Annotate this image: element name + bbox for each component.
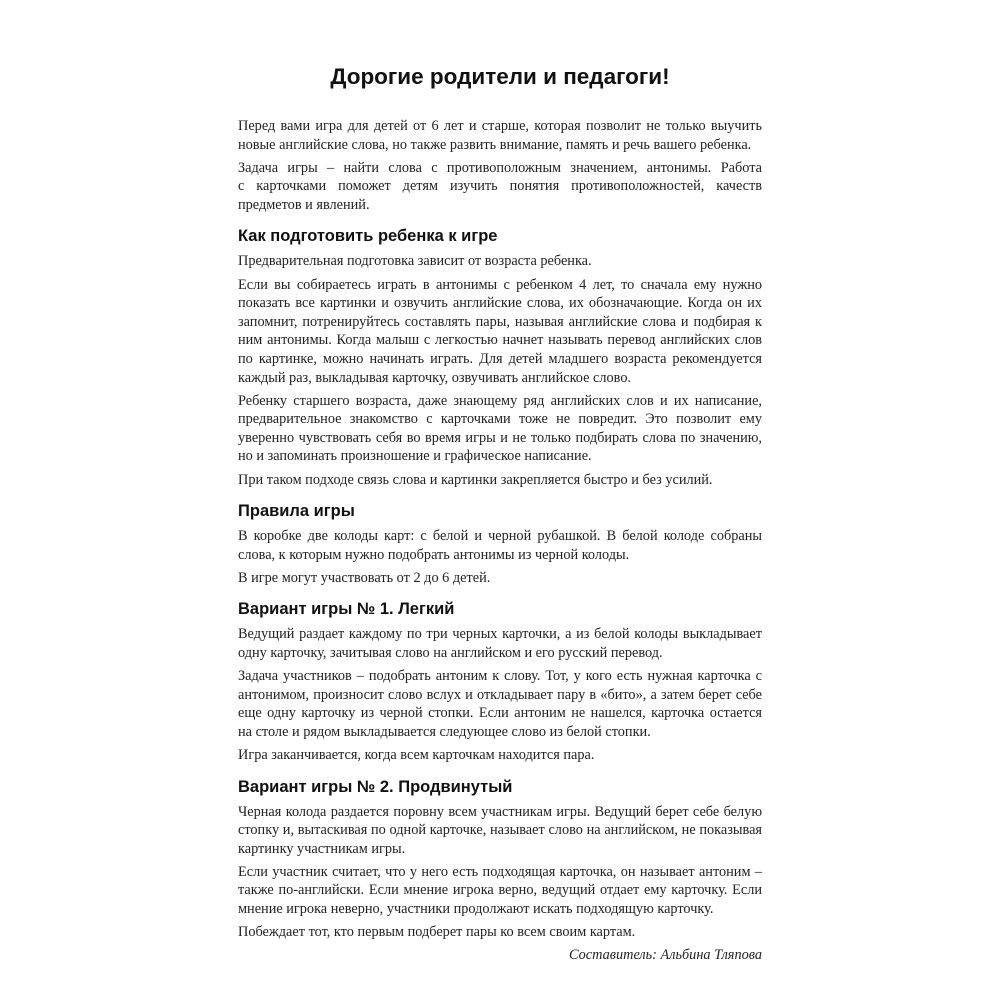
section (238, 225, 762, 489)
text-line: В игре могут участвовать от 2 до 6 детей. (238, 569, 491, 586)
paragraph (238, 863, 762, 919)
paragraph (238, 667, 762, 741)
section-heading: Как подготовить ребенка к игре (238, 227, 498, 246)
text-line: одну карточку, зачитывая слово на английском и его русский перевод. (238, 644, 663, 661)
document-body (238, 117, 762, 942)
section-heading: Вариант игры № 1. Легкий (238, 600, 455, 619)
paragraph (238, 252, 762, 271)
section (238, 117, 762, 214)
section (238, 598, 762, 764)
text-line: стопку и, вытаскивая по одной карточке, называет слово на английском, не показывая (238, 822, 762, 839)
author-credit: Составитель: Альбина Тляпова (568, 947, 762, 964)
paragraph (238, 159, 762, 215)
page-title: Дорогие родители и педагоги! (330, 64, 670, 89)
text-line: новые английские слова, но также развить внимание, память и речь вашего ребенка. (238, 136, 752, 153)
text-line: предметов и явлений. (238, 196, 370, 213)
paragraph (238, 569, 762, 588)
paragraph (238, 803, 762, 859)
paragraph (238, 625, 762, 662)
text-line: Побеждает тот, кто первым подберет пары ко всем своим картам. (238, 924, 636, 941)
paragraph (238, 527, 762, 564)
text-line: При таком подходе связь слова и картинки закрепляется быстро и без усилий. (238, 471, 713, 488)
text-line: Задача игры – найти слова с противоположным значением, антонимы. Работа (238, 159, 762, 176)
text-line: Задача участников – подобрать антоним к слову. Тот, у кого есть нужная карточка с (238, 668, 762, 685)
paragraph (238, 923, 762, 942)
text-line: ним антонимы. Когда малыш с легкостью начнет называть перевод английских слов (238, 332, 762, 349)
section-heading: Правила игры (238, 502, 355, 521)
text-line: уверенно чувствовать себя во время игры и не только подбирать слова по значению, (238, 429, 762, 446)
paragraph (238, 746, 762, 765)
text-line: мнение игрока неверно, участники продолжают искать подходящую карточку. (238, 901, 714, 917)
text-line: Если вы собираетесь играть в антонимы с ребенком 4 лет, то сначала ему нужно (238, 276, 762, 293)
text-line: Черная колода раздается поровну всем участникам игры. Ведущий берет себе белую (238, 803, 762, 820)
document-page (238, 62, 762, 965)
text-line: Ребенку старшего возраста, даже знающему ряд английских слов и их написание, (238, 392, 762, 409)
text-line: картинку участникам игры. (238, 840, 406, 857)
text-line: запомнит, потренируйтесь составлять пары, называя английские слова и подбирая к (238, 313, 762, 330)
text-line: также по-английски. Если мнение игрока верно, ведущий отдает ему карточку. Если (238, 882, 762, 899)
paragraph (238, 117, 762, 154)
text-line: каждый раз, выкладывая карточку, озвучивать английское слово. (238, 369, 632, 386)
text-line: с карточками поможет детям изучить понятия противоположностей, качеств (238, 178, 762, 195)
paragraph (238, 276, 762, 388)
section (238, 776, 762, 942)
text-line: слова, к которым нужно подобрать антонимы из черной колоды. (238, 546, 630, 563)
text-line: В коробке две колоды карт: с белой и черной рубашкой. В белой колоде собраны (238, 528, 762, 545)
text-line: еще одну карточку из черной стопки. Если антоним не нашелся, карточка остается (238, 705, 762, 722)
text-line: Ведущий раздает каждому по три черных карточки, а из белой колоды выкладывает (238, 626, 762, 643)
text-line: предварительное знакомство с карточками тоже не повредит. Это позволит ему (238, 411, 762, 428)
text-line: на столе и рядом выкладывается следующее слово из белой стопки. (238, 723, 651, 740)
text-line: Предварительная подготовка зависит от возраста ребенка. (238, 253, 592, 270)
text-line: антонимом, произносит слово вслух и откладывает пару в «бито», а затем берет себе (238, 686, 762, 703)
text-line: показать все картинки и озвучить английские слова, их обозначающие. Когда он их (238, 295, 762, 312)
section (238, 500, 762, 587)
text-line: Игра заканчивается, когда всем карточкам находится пара. (238, 746, 595, 763)
text-line: Перед вами игра для детей от 6 лет и старше, которая позволит не только выучить (238, 118, 762, 134)
text-line: Если участник считает, что у него есть подходящая карточка, он называет антоним – (238, 863, 762, 880)
paragraph (238, 392, 762, 466)
text-line: но и запоминать произношение и графическое написание. (238, 448, 592, 465)
section-heading: Вариант игры № 2. Продвинутый (238, 777, 513, 796)
text-line: по картинке, можно начинать играть. Для детей младшего возраста рекомендуется (238, 350, 762, 367)
paragraph (238, 471, 762, 490)
